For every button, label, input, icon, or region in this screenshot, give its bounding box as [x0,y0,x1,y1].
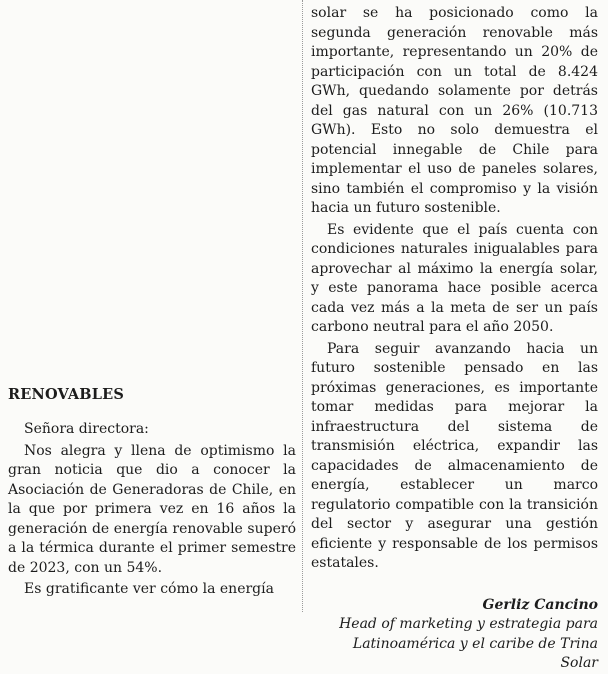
left-column [8,385,296,600]
paragraph: Nos alegra y llena de optimismo la gran noticia que dio a conocer la Asociación de Generadoras de Chile, en la que por primera vez en 16 años la generación de energía renovable superó a la térmica durante el primer semestre de 2023, con un 54%. [8,442,296,576]
signature-name: Gerliz Cancino [482,596,598,613]
signature-title: Head of marketing y estrategia para [339,616,598,632]
paragraph: Es gratificante ver cómo la energía [24,581,274,597]
paragraph: Es evidente que el país cuenta con condiciones naturales inigualables para aprovechar al máximo la energía solar, y este panorama hace posible acerca cada vez más a la meta de ser un país carbono neutral para el año 2050. [311,221,598,335]
column-divider [302,0,303,612]
salutation: Señora directora: [24,421,149,437]
signature-organization: Latinoamérica y el caribe de Trina Solar [352,635,598,671]
paragraph: Para seguir avanzando hacia un futuro sostenible pensado en las próximas generaciones, es importante tomar medidas para mejorar la infraestructura del sistema de transmisión eléctrica, expandir las capacidades de almacenamiento de energía, establecer un marco regulatorio compatible con la transición del sector y asegurar una gestión eficiente y responsable de los permisos estatales. [311,340,598,571]
right-column [311,4,598,674]
signature-block [311,596,598,674]
section-title: RENOVABLES [8,386,125,403]
paragraph: solar se ha posicionado como la segunda generación renovable más importante, representando un 20% de participación con un total de 8.424 GWh, quedando solamente por detrás del gas natural con un 26% (10.713 GWh). Esto no solo demuestra el potencial innegable de Chile para implementar el uso de paneles solares, sino también el compromiso y la visión hacia un futuro sostenible. [311,5,598,216]
